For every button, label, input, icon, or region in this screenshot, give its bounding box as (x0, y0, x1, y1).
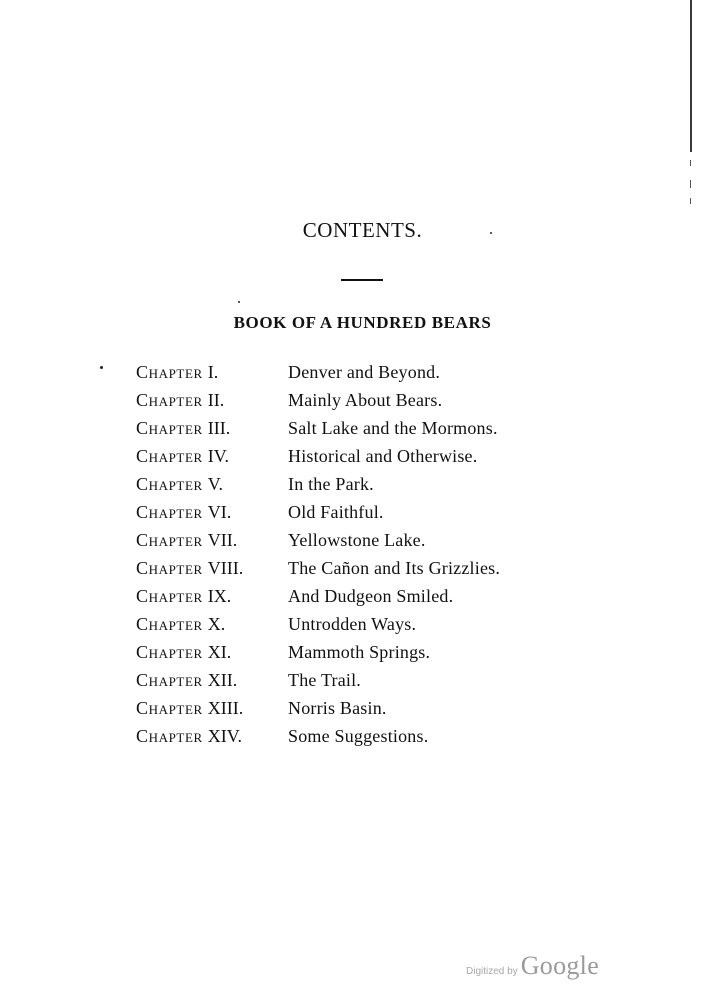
chapter-numeral: I. (207, 362, 219, 382)
toc-row (136, 470, 576, 498)
chapter-label (136, 554, 288, 582)
chapter-label (136, 470, 288, 498)
toc-row (136, 610, 576, 638)
chapter-word: Chapter (136, 726, 203, 746)
page-edge-mark (690, 198, 691, 204)
chapter-numeral: VIII. (207, 558, 244, 578)
chapter-label (136, 694, 288, 722)
print-speck (238, 301, 240, 303)
chapter-label (136, 442, 288, 470)
chapter-title: Mammoth Springs. (288, 642, 431, 662)
page-edge-line (690, 0, 692, 152)
toc-row (136, 358, 576, 386)
toc-row (136, 386, 576, 414)
page-title: CONTENTS. (302, 218, 423, 242)
chapter-title: Yellowstone Lake. (288, 530, 426, 550)
chapter-word: Chapter (136, 446, 203, 466)
chapter-title: Salt Lake and the Mormons. (288, 418, 498, 438)
chapter-title: Historical and Otherwise. (288, 446, 478, 466)
chapter-word: Chapter (136, 670, 203, 690)
toc-row (136, 498, 576, 526)
chapter-title: Norris Basin. (288, 698, 387, 718)
title-rule (341, 279, 383, 281)
chapter-title: Old Faithful. (288, 502, 384, 522)
chapter-label (136, 498, 288, 526)
chapter-word: Chapter (136, 698, 203, 718)
chapter-word: Chapter (136, 586, 203, 606)
chapter-label (136, 358, 288, 386)
chapter-word: Chapter (136, 642, 203, 662)
toc-row (136, 694, 576, 722)
toc-row (136, 554, 576, 582)
chapter-word: Chapter (136, 362, 203, 382)
google-logo: Google (520, 951, 600, 980)
chapter-label (136, 414, 288, 442)
toc-row (136, 666, 576, 694)
chapter-word: Chapter (136, 418, 203, 438)
print-speck (100, 366, 103, 369)
chapter-word: Chapter (136, 474, 203, 494)
chapter-numeral: III. (207, 418, 231, 438)
toc-row (136, 638, 576, 666)
chapter-numeral: II. (207, 390, 225, 410)
chapter-title: The Cañon and Its Grizzlies. (288, 558, 501, 578)
chapter-label (136, 722, 288, 750)
chapter-numeral: IX. (207, 586, 232, 606)
chapter-title: Denver and Beyond. (288, 362, 441, 382)
digitized-watermark (466, 951, 599, 981)
chapter-numeral: X. (207, 614, 226, 634)
table-of-contents (136, 358, 576, 750)
chapter-word: Chapter (136, 390, 203, 410)
chapter-label (136, 638, 288, 666)
chapter-title: Some Suggestions. (288, 726, 429, 746)
chapter-word: Chapter (136, 614, 203, 634)
chapter-numeral: XII. (207, 670, 238, 690)
page-edge-mark (690, 180, 691, 188)
chapter-title: Untrodden Ways. (288, 614, 417, 634)
chapter-label (136, 610, 288, 638)
chapter-word: Chapter (136, 558, 203, 578)
chapter-word: Chapter (136, 502, 203, 522)
chapter-label (136, 386, 288, 414)
toc-row (136, 526, 576, 554)
chapter-numeral: VII. (207, 530, 238, 550)
toc-row (136, 442, 576, 470)
chapter-numeral: VI. (207, 502, 232, 522)
book-title: BOOK OF A HUNDRED BEARS (233, 313, 492, 332)
chapter-numeral: XIII. (207, 698, 244, 718)
watermark-prefix: Digitized by (466, 966, 518, 977)
chapter-label (136, 666, 288, 694)
toc-row (136, 582, 576, 610)
chapter-label (136, 526, 288, 554)
chapter-word: Chapter (136, 530, 203, 550)
chapter-title: The Trail. (288, 670, 362, 690)
chapter-numeral: XI. (207, 642, 232, 662)
chapter-numeral: IV. (207, 446, 229, 466)
toc-row (136, 414, 576, 442)
chapter-title: In the Park. (288, 474, 374, 494)
chapter-numeral: V. (207, 474, 223, 494)
chapter-title: Mainly About Bears. (288, 390, 443, 410)
chapter-label (136, 582, 288, 610)
chapter-title: And Dudgeon Smiled. (288, 586, 454, 606)
page-edge-mark (690, 160, 691, 166)
chapter-numeral: XIV. (207, 726, 242, 746)
toc-row (136, 722, 576, 750)
